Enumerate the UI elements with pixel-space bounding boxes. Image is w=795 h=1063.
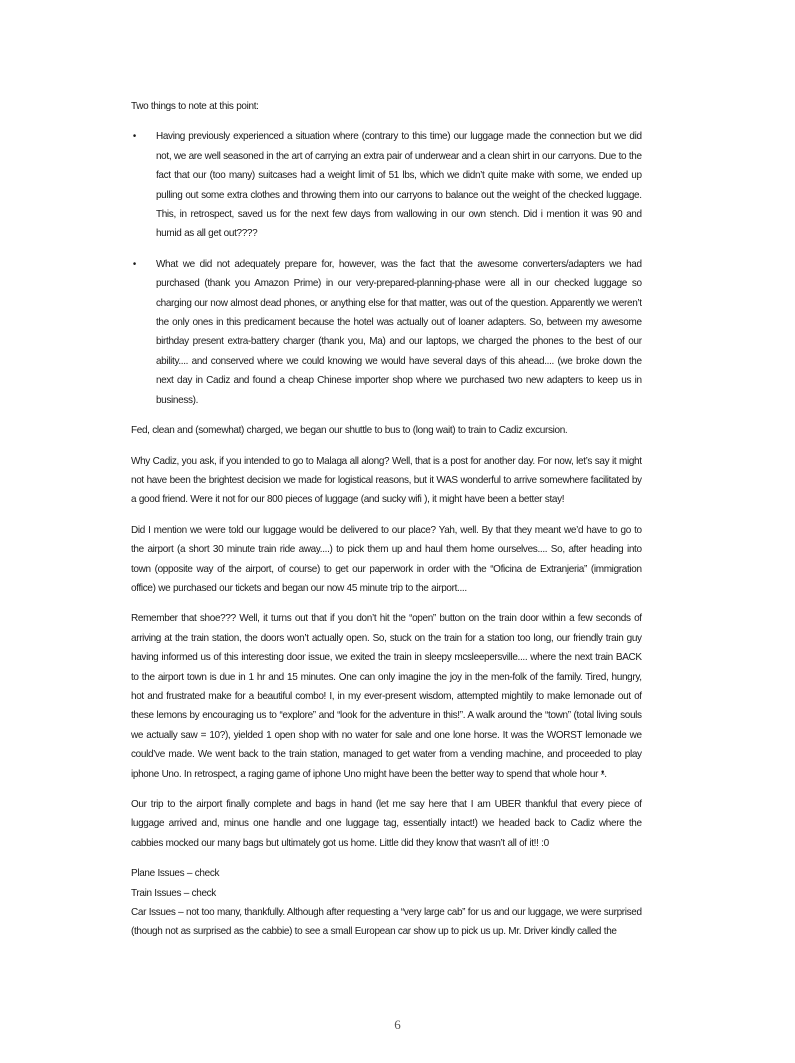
checklist (131, 864, 642, 942)
checklist-item: Plane Issues – check (131, 868, 220, 880)
paragraph: Our trip to the airport finally complete and bags in hand (let me say here that I am UBER thankful that every piece of luggage arrived and, minus one handle and one luggage tag, essentially intact!) we headed back to Cadiz where the cabbies mocked our many bags but ultimately got us home. Little did they know that wasn’t all of it!! :0 (131, 799, 642, 849)
paragraph: Fed, clean and (somewhat) charged, we began our shuttle to bus to (long wait) to train to Cadiz excursion. (131, 425, 568, 437)
document-page (131, 97, 642, 942)
paragraph: Did I mention we were told our luggage would be delivered to our place? Yah, well. By that they meant we’d have to go to the airport (a short 30 minute train ride away....) to pick them up and haul them home ourselves.... So, after heading into town (opposite way of the airport, of course) to get our paperwork in order with the “Oficina de Extranjeria” (immigration office) we purchased our tickets and began our now 45 minute trip to the airport.... (131, 524, 642, 594)
bullet-list (131, 127, 642, 410)
bullet-item (131, 127, 642, 243)
checklist-item: Train Issues – check (131, 887, 216, 899)
bullet-marker: • (132, 258, 136, 270)
bullet-item (131, 255, 642, 410)
paragraph: Remember that shoe??? Well, it turns out that if you don’t hit the “open” button on the train door within a few seconds of arriving at the train station, the doors won’t actually open. So, stuck on the train for a station too long, our friendly train guy having informed us of this interesting door issue, we exited the train in sleepy mcsleepersville.... where the next train BACK to the airport town is due in 1 hr and 15 minutes. One can only imagine the joy in the men-folk of the family. Tired, hungry, hot and frustrated make for a beautiful combo! I, in my ever-present wisdom, attempted mightily to make lemonade out of these lemons by encouraging us to “explore” and “look for the adventure in this!”. A walk around the “town” (total living souls we actually saw = 10?), yielded 1 open shop with no water for sale and one lone horse. It was the WORST lemonade we could’ve made. We went back to the train station, managed to get water from a vending machine, and proceeded to play iphone Uno. In retrospect, a raging game of iphone Uno might have been the better way to spend that whole hour ᵜ. (131, 613, 642, 780)
bullet-text: Having previously experienced a situation where (contrary to this time) our luggage made the connection but we did not, we are well seasoned in the art of carrying an extra pair of underwear and a clean shirt in our carryons. Due to the fact that our (too many) suitcases had a weight limit of 51 lbs, which we didn’t quite make with some, we ended up pulling out some extra clothes and throwing them into our carryons to balance out the weight of the checked luggage. This, in retrospect, saved us for the next few days from wallowing in our own stench. Did i mention it was 90 and humid as all get out???? (155, 131, 642, 240)
intro-text: Two things to note at this point: (131, 101, 259, 112)
bullet-text: What we did not adequately prepare for, however, was the fact that the awesome converters/adapters we had purchased (thank you Amazon Prime) in our very-prepared-planning-phase were all in our checked luggage so charging our now almost dead phones, or anything else for that matter, was out of the question. Apparently we weren’t the only ones in this predicament because the hotel was actually out of loaner adapters. So, between my awesome birthday present extra-battery charger (thank you, Ma) and our laptops, we charged the phones to the best of our ability.... and conserved where we could knowing we would have several days of this ahead.... (we broke down the next day in Cadiz and found a cheap Chinese importer shop where we purchased two new adapters to keep us in business). (155, 258, 642, 406)
bullet-marker: • (132, 131, 136, 143)
paragraph: Why Cadiz, you ask, if you intended to go to Malaga all along? Well, that is a post for another day. For now, let’s say it might not have been the brightest decision we made for logistical reasons, but it WAS wonderful to arrive somewhere facilitated by a good friend. Were it not for our 800 pieces of luggage (and sucky wifi ), it might have been a better stay! (131, 455, 642, 506)
checklist-item: Car Issues – not too many, thankfully. Although after requesting a “very large cab” for us and our luggage, we were surprised (though not as surprised as the cabbie) to see a small European car show up to pick us up. Mr. Driver kindly called the (131, 907, 642, 938)
page-number: 6 (394, 1017, 401, 1032)
